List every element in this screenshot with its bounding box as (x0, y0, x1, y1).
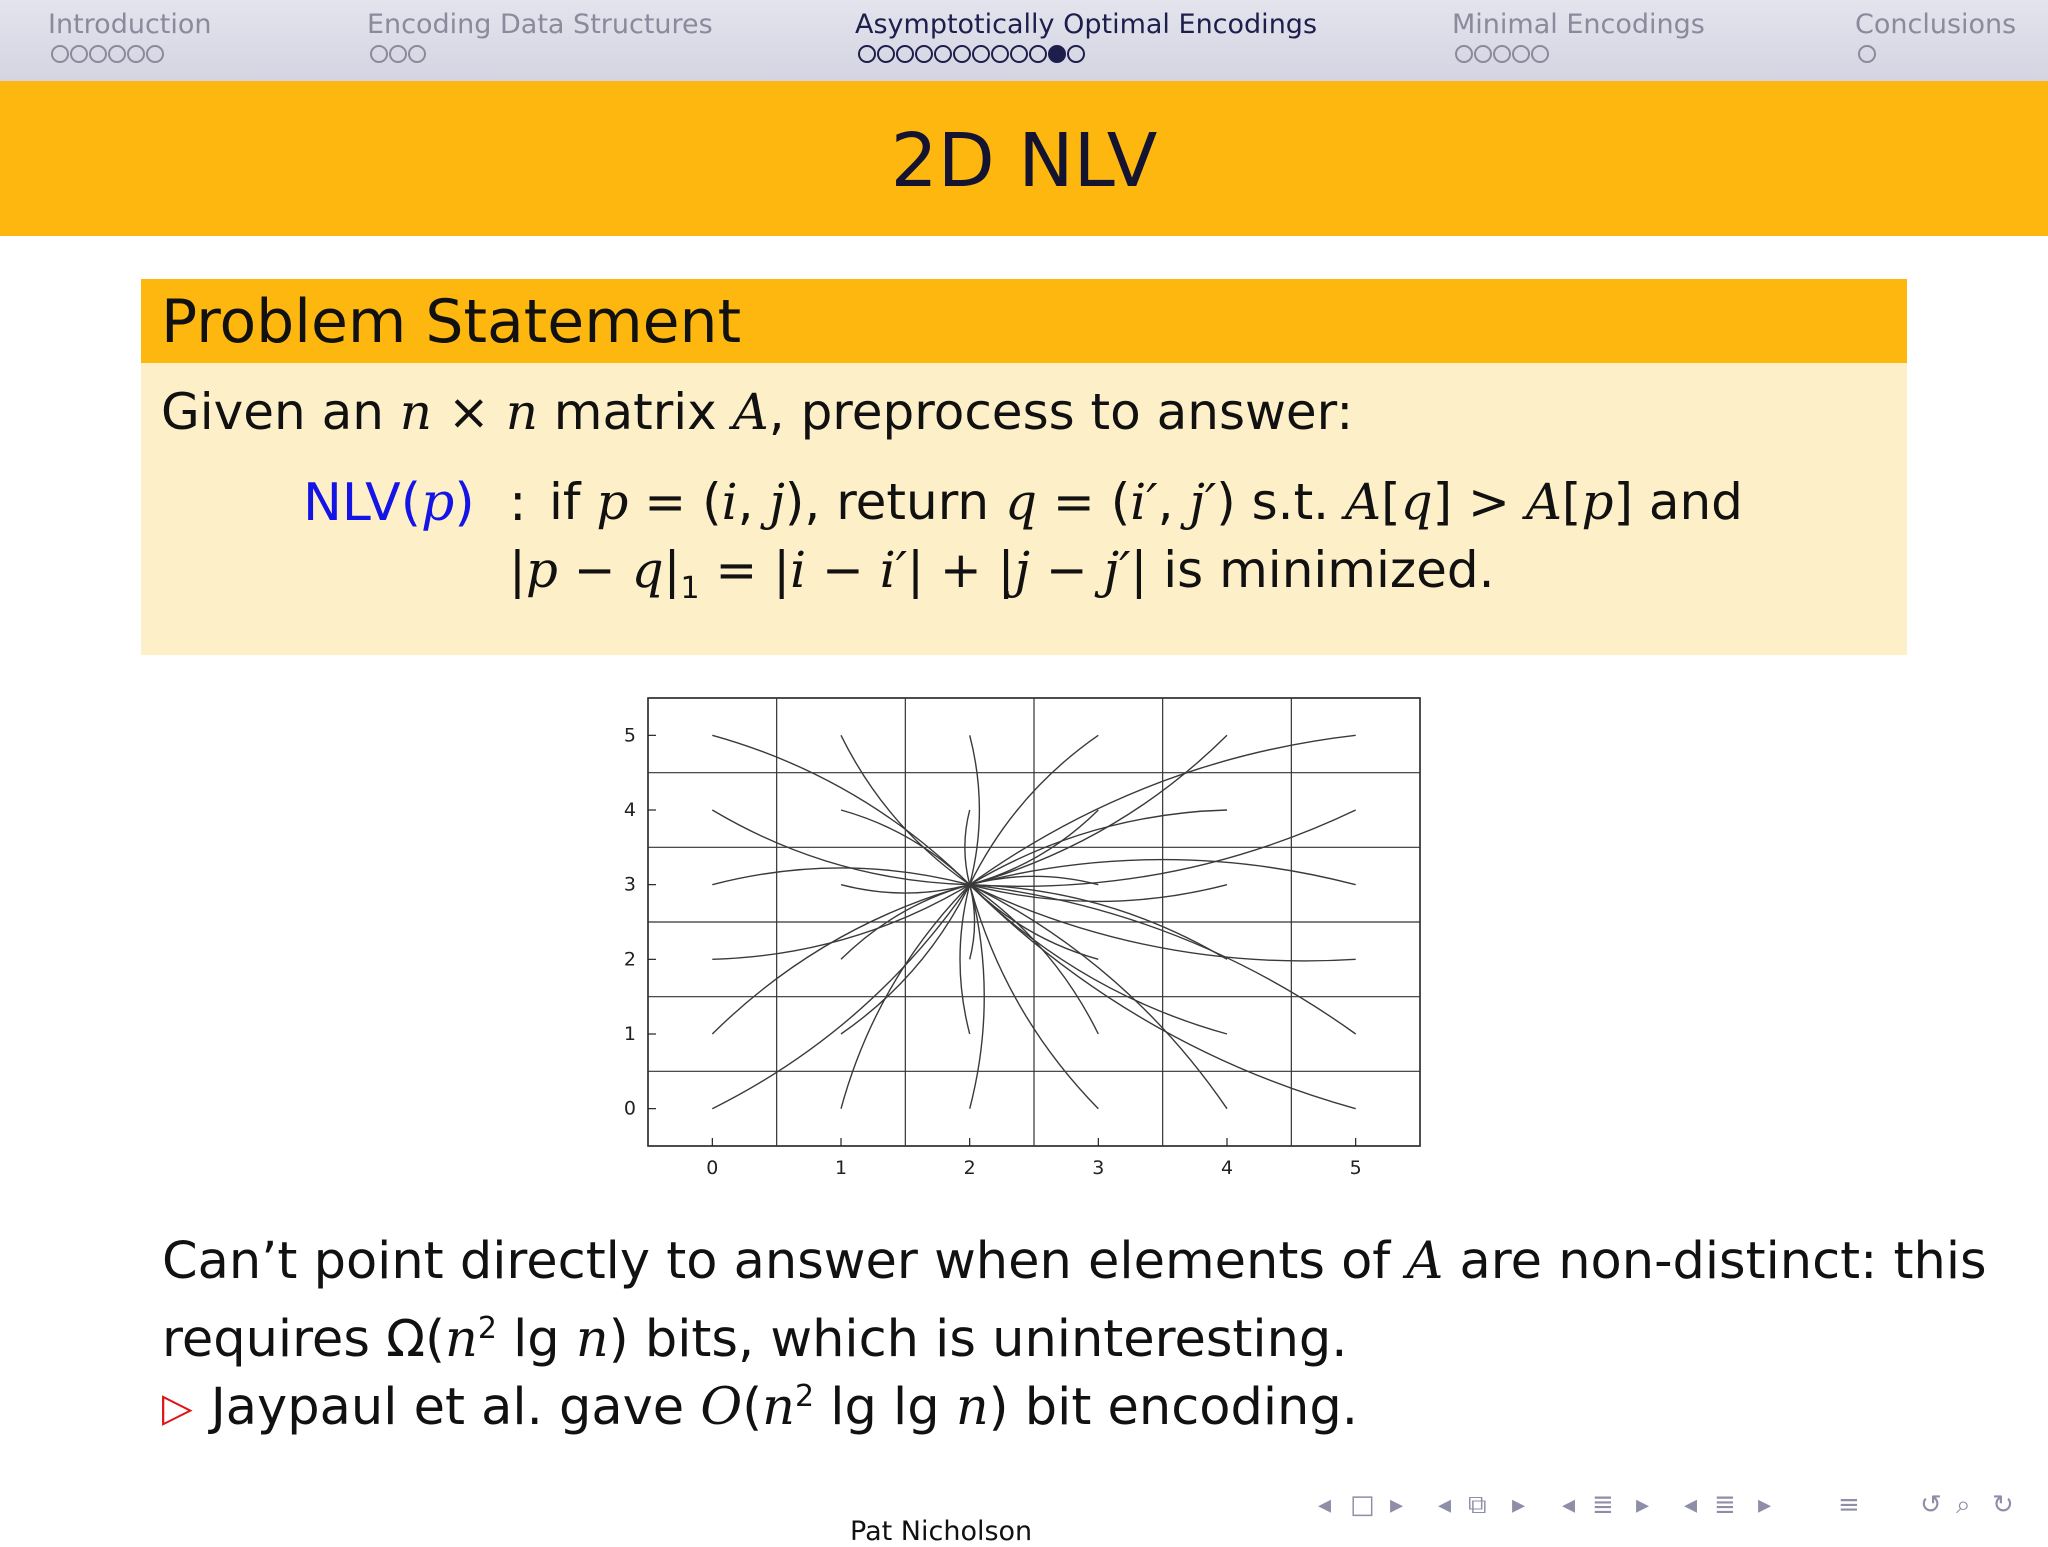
nav-section-conclusions[interactable] (1855, 10, 2016, 63)
nav-dots (51, 45, 212, 63)
subsection-forward-arrow-icon[interactable]: ▸ (1512, 1490, 1526, 1520)
nav-dot[interactable] (127, 45, 145, 63)
subsection-icon[interactable]: ⧉ (1468, 1490, 1487, 1520)
nav-dot[interactable] (915, 45, 933, 63)
nav-section-title[interactable]: Asymptotically Optimal Encodings (855, 9, 1318, 40)
nav-section-title[interactable]: Encoding Data Structures (367, 9, 713, 40)
y-tick-label: 5 (623, 724, 636, 747)
nav-dot[interactable] (108, 45, 126, 63)
arrow-4-1 (970, 885, 1227, 1034)
frame-back-arrow-icon[interactable]: ◂ (1318, 1490, 1332, 1520)
appendix-menu-icon[interactable]: ≡ (1838, 1490, 1860, 1520)
nav-dot[interactable] (1512, 45, 1530, 63)
nav-dot[interactable] (1029, 45, 1047, 63)
nav-dots (858, 45, 1317, 63)
block-title: Problem Statement (161, 287, 742, 357)
frame-forward-arrow-icon[interactable]: ▸ (1390, 1490, 1404, 1520)
nav-dot[interactable] (877, 45, 895, 63)
nav-dot[interactable] (370, 45, 388, 63)
section-back-arrow-icon[interactable]: ◂ (1562, 1490, 1576, 1520)
beamer-navigation-symbols (1300, 1485, 2040, 1525)
frame-title: 2D NLV (890, 118, 1158, 204)
nav-dot[interactable] (1493, 45, 1511, 63)
subsection-back-arrow-icon[interactable]: ◂ (1438, 1490, 1452, 1520)
x-tick-label: 5 (1349, 1157, 1362, 1179)
nlv-query-label: NLV(p) (303, 473, 475, 533)
nav-section-title[interactable]: Conclusions (1855, 9, 2017, 40)
nlv-definition-line-2: $|p - q|_1 = |i - i'| + |j - j'|$ is minimized. (509, 541, 1495, 606)
chart-grid (648, 698, 1420, 1146)
nav-section-minimal-encodings[interactable] (1452, 10, 1705, 63)
section-icon[interactable]: ≣ (1592, 1490, 1614, 1520)
nav-section-introduction[interactable] (48, 10, 212, 63)
x-tick-label: 0 (706, 1157, 719, 1179)
body-paragraph-line-2: requires $\Omega(n^2$ lg n) bits, which is uninteresting. (162, 1310, 1348, 1369)
footer-author-credit: Pat Nicholson (850, 1516, 1033, 1547)
nav-dot[interactable] (1858, 45, 1876, 63)
nav-section-asymptotically-optimal-encodings[interactable] (855, 10, 1317, 63)
nav-dot[interactable] (1531, 45, 1549, 63)
nav-section-title[interactable]: Introduction (48, 9, 212, 40)
nav-dot[interactable] (1455, 45, 1473, 63)
nlv-colon: : (509, 473, 527, 533)
go-back-icon[interactable]: ↺ (1920, 1490, 1942, 1520)
nav-dot[interactable] (389, 45, 407, 63)
nav-dot[interactable] (972, 45, 990, 63)
nav-dot[interactable] (51, 45, 69, 63)
nav-dot[interactable] (1067, 45, 1085, 63)
nav-dot[interactable] (896, 45, 914, 63)
arrow-2-1 (960, 885, 970, 1034)
arrow-0-1 (712, 885, 969, 1034)
nav-dot[interactable] (934, 45, 952, 63)
body-paragraph-line-1: Can’t point directly to answer when elements of A are non-distinct: this (162, 1232, 1987, 1291)
nav-dot-current[interactable] (1048, 45, 1066, 63)
y-tick-label: 4 (623, 799, 636, 821)
problem-line-1: Given an n × n matrix A, preprocess to answer: (161, 383, 1354, 441)
nav-dot[interactable] (1474, 45, 1492, 63)
nav-dots (370, 45, 713, 63)
x-tick-label: 4 (1220, 1157, 1234, 1179)
nav-dot[interactable] (146, 45, 164, 63)
nav-dot[interactable] (991, 45, 1009, 63)
frame-title-bar (0, 81, 2048, 236)
document-forward-arrow-icon[interactable]: ▸ (1758, 1490, 1772, 1520)
document-back-arrow-icon[interactable]: ◂ (1684, 1490, 1698, 1520)
nav-dot[interactable] (858, 45, 876, 63)
x-tick-label: 3 (1092, 1157, 1105, 1179)
search-icon[interactable]: ⌕ (1956, 1490, 1971, 1520)
frame-icon[interactable]: □ (1350, 1490, 1375, 1520)
nav-section-title[interactable]: Minimal Encodings (1452, 9, 1705, 40)
nav-dot[interactable] (89, 45, 107, 63)
nlv-definition-line-1: if p = (i, j), return q = (i′, j′) s.t. A[q] > A[p] and (549, 473, 1743, 531)
bullet-item: ▷ Jaypaul et al. gave $O(n^2$ lg lg n) bit encoding. (162, 1378, 1358, 1437)
block-body (141, 363, 1907, 655)
nav-dots (1858, 45, 2016, 63)
y-tick-label: 2 (623, 948, 636, 971)
go-forward-icon[interactable]: ↻ (1992, 1490, 2014, 1520)
nav-section-encoding-data-structures[interactable] (367, 10, 713, 63)
arrow-2-5 (970, 735, 980, 884)
section-navigation-bar (0, 0, 2048, 81)
nav-dot[interactable] (1010, 45, 1028, 63)
block-header (141, 279, 1907, 363)
y-tick-label: 3 (623, 873, 636, 896)
nav-dot[interactable] (70, 45, 88, 63)
nav-dot[interactable] (408, 45, 426, 63)
y-tick-label: 1 (623, 1023, 636, 1045)
nav-dot[interactable] (953, 45, 971, 63)
section-forward-arrow-icon[interactable]: ▸ (1636, 1490, 1650, 1520)
x-tick-label: 2 (963, 1157, 976, 1179)
bullet-triangle-icon: ▷ (162, 1385, 193, 1431)
x-tick-label: 1 (834, 1157, 848, 1179)
document-icon[interactable]: ≣ (1714, 1490, 1736, 1520)
y-tick-label: 0 (623, 1097, 636, 1120)
nav-dots (1455, 45, 1705, 63)
nlv-arrow-diagram-chart (600, 690, 1460, 1190)
